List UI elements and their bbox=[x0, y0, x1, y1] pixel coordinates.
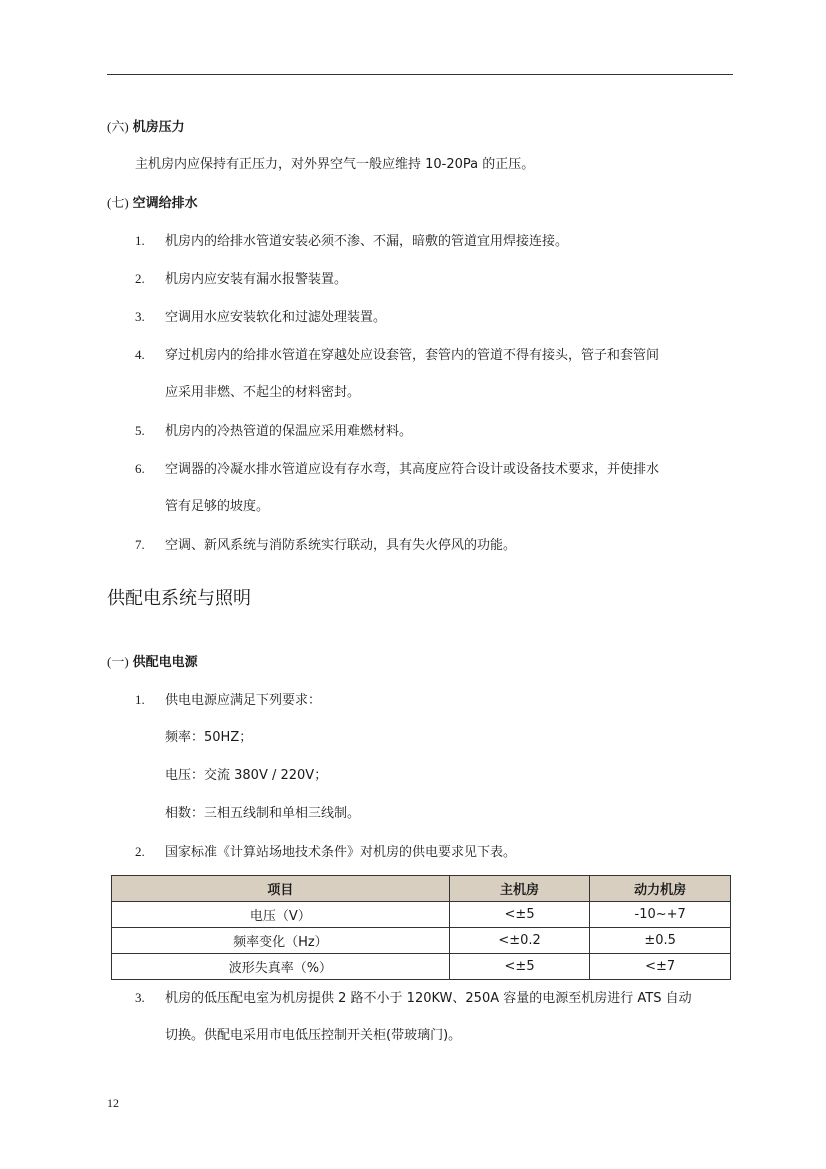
table-cell: <±5 bbox=[449, 902, 590, 928]
section-number: (七) bbox=[107, 195, 129, 210]
paragraph-pressure: 主机房内应保持有正压力，对外界空气一般应维持 10-20Pa 的正压。 bbox=[135, 157, 535, 172]
list-item: 1. 供电电源应满足下列要求： bbox=[135, 692, 322, 708]
table-cell: <±7 bbox=[590, 954, 731, 980]
section-title: 机房压力 bbox=[132, 120, 185, 135]
section-number: (一) bbox=[107, 654, 129, 669]
table-row bbox=[112, 928, 731, 954]
requirement-phase: 相数：三相五线制和单相三线制。 bbox=[165, 806, 361, 821]
table-header-cell: 主机房 bbox=[449, 876, 590, 902]
list-item: 4. 穿过机房内的给排水管道在穿越处应设套管，套管内的管道不得有接头，管子和套管间 bbox=[135, 347, 660, 363]
table-cell: 频率变化（Hz） bbox=[112, 928, 450, 954]
table-cell: 波形失真率（%） bbox=[112, 954, 450, 980]
requirement-voltage: 电压：交流 380V / 220V； bbox=[165, 768, 328, 783]
list-item: 7. 空调、新风系统与消防系统实行联动，具有失火停风的功能。 bbox=[135, 537, 517, 553]
table-cell: <±0.2 bbox=[449, 928, 590, 954]
table-cell: ±0.5 bbox=[590, 928, 731, 954]
requirement-frequency: 频率：50HZ； bbox=[165, 730, 253, 745]
page-number: 12 bbox=[107, 1096, 119, 1110]
table-header-cell: 动力机房 bbox=[590, 876, 731, 902]
table-row bbox=[112, 954, 731, 980]
section-title: 供配电电源 bbox=[132, 655, 198, 670]
section-heading-water bbox=[107, 194, 198, 213]
table-cell: 电压（V） bbox=[112, 902, 450, 928]
section-heading-power bbox=[107, 653, 198, 672]
table-cell: -10~+7 bbox=[590, 902, 731, 928]
list-item-continuation: 切换。供配电采用市电低压控制开关柜(带玻璃门)。 bbox=[165, 1028, 462, 1043]
chapter-title: 供配电系统与照明 bbox=[107, 588, 251, 609]
section-number: (六) bbox=[107, 119, 129, 134]
table-header-row bbox=[112, 876, 731, 902]
list-item-continuation: 管有足够的坡度。 bbox=[165, 499, 270, 514]
table-cell: <±5 bbox=[449, 954, 590, 980]
list-item: 3. 空调用水应安装软化和过滤处理装置。 bbox=[135, 309, 387, 325]
table-header-cell: 项目 bbox=[112, 876, 450, 902]
table-row bbox=[112, 902, 731, 928]
section-title: 空调给排水 bbox=[132, 196, 198, 211]
header-rule bbox=[107, 74, 733, 75]
power-requirements-table bbox=[111, 875, 731, 980]
list-item: 3. 机房的低压配电室为机房提供 2 路不小于 120KW、250A 容量的电源至机房进行 ATS 自动 bbox=[135, 990, 692, 1006]
section-heading-pressure bbox=[107, 118, 185, 137]
list-item: 1. 机房内的给排水管道安装必须不渗、不漏，暗敷的管道宜用焊接连接。 bbox=[135, 233, 569, 249]
list-item: 2. 机房内应安装有漏水报警装置。 bbox=[135, 271, 348, 287]
list-item: 6. 空调器的冷凝水排水管道应设有存水弯，其高度应符合设计或设备技术要求，并使排水 bbox=[135, 461, 660, 477]
list-item-continuation: 应采用非燃、不起尘的材料密封。 bbox=[165, 385, 361, 400]
list-item: 5. 机房内的冷热管道的保温应采用难燃材料。 bbox=[135, 423, 413, 439]
list-item: 2. 国家标准《计算站场地技术条件》对机房的供电要求见下表。 bbox=[135, 844, 517, 860]
